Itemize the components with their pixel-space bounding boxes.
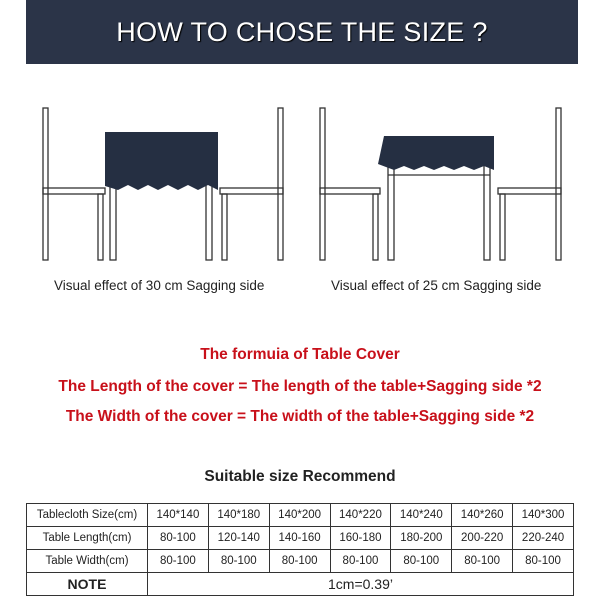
formula-width: The Width of the cover = The width of the table+Sagging side *2: [65, 408, 535, 425]
table-cell: 80-100: [452, 550, 513, 573]
right-chair-seat: [220, 188, 283, 194]
table-illustration-25cm: [316, 100, 566, 265]
left-chair-seat: [43, 188, 105, 194]
table-illustration-30cm: [40, 100, 290, 265]
row-header: Tablecloth Size(cm): [27, 504, 148, 527]
table-cell: 140*300: [513, 504, 574, 527]
table-cell: 80-100: [148, 527, 209, 550]
note-label: NOTE: [27, 573, 148, 596]
table-row: [27, 504, 574, 527]
table-leg-left: [388, 165, 394, 260]
right-chair-back: [278, 108, 283, 260]
table-row: [27, 527, 574, 550]
table-cell: 140*200: [269, 504, 330, 527]
left-chair-leg: [373, 194, 378, 260]
right-chair-leg: [222, 194, 227, 260]
page-title: HOW TO CHOSE THE SIZE ?: [116, 17, 488, 47]
table-cell: 140*220: [330, 504, 391, 527]
table-cell: 80-100: [513, 550, 574, 573]
size-table: [26, 503, 574, 596]
table-cell: 160-180: [330, 527, 391, 550]
table-cell: 180-200: [391, 527, 452, 550]
note-value: 1cm=0.39’: [148, 573, 574, 596]
table-cell: 140*260: [452, 504, 513, 527]
row-header: Table Length(cm): [27, 527, 148, 550]
right-chair-back: [556, 108, 561, 260]
table-leg-right: [484, 165, 490, 260]
table-cell: 80-100: [330, 550, 391, 573]
table-cell: 140*180: [208, 504, 269, 527]
left-chair-leg: [98, 194, 103, 260]
tablecloth-25cm: [378, 136, 494, 170]
table-cell: 200-220: [452, 527, 513, 550]
caption-25cm: Visual effect of 25 cm Sagging side: [331, 278, 542, 293]
table-cell: 80-100: [391, 550, 452, 573]
table-cell: 140-160: [269, 527, 330, 550]
left-chair-back: [43, 108, 48, 260]
table-cell: 80-100: [269, 550, 330, 573]
table-row: [27, 550, 574, 573]
table-cell: 80-100: [148, 550, 209, 573]
table-cell: 80-100: [208, 550, 269, 573]
table-cell: 140*140: [148, 504, 209, 527]
row-header: Table Width(cm): [27, 550, 148, 573]
table-cell: 220-240: [513, 527, 574, 550]
right-chair-seat: [498, 188, 561, 194]
formula-title: The formuia of Table Cover: [200, 346, 400, 363]
tablecloth-30cm: [105, 132, 218, 190]
title-banner: [26, 0, 578, 64]
table-cell: 120-140: [208, 527, 269, 550]
size-table-title: Suitable size Recommend: [204, 468, 396, 485]
note-row: [27, 573, 574, 596]
left-chair-seat: [320, 188, 380, 194]
right-chair-leg: [500, 194, 505, 260]
table-with-chairs-icon: [316, 100, 566, 265]
formula-length: The Length of the cover = The length of the table+Sagging side *2: [58, 378, 542, 395]
table-cell: 140*240: [391, 504, 452, 527]
caption-30cm: Visual effect of 30 cm Sagging side: [54, 278, 265, 293]
left-chair-back: [320, 108, 325, 260]
table-with-chairs-icon: [40, 100, 290, 265]
